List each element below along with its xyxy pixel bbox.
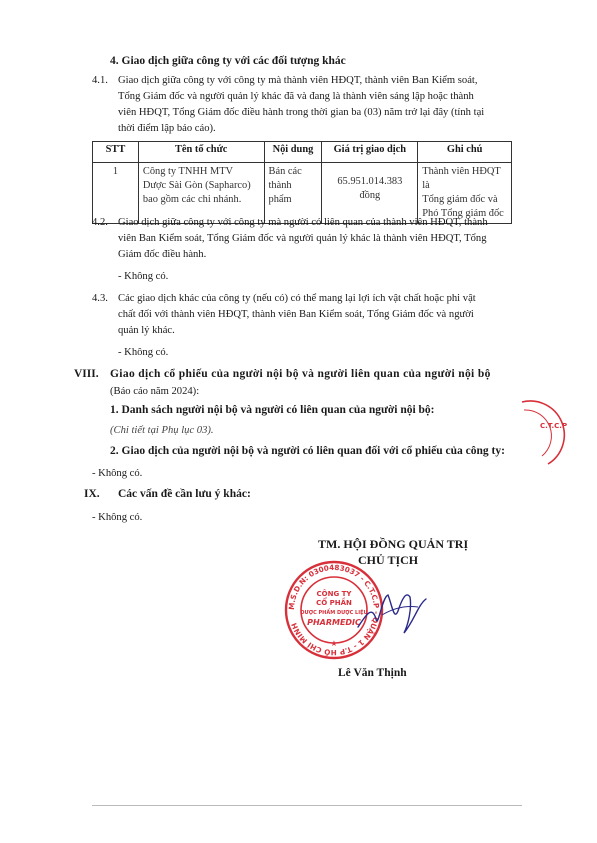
table-header-cell: Ghi chú — [418, 142, 512, 163]
section-8-item-1: 1. Danh sách người nội bộ và người có liên quan của người nội bộ: — [110, 404, 435, 416]
footer-divider — [92, 805, 522, 806]
item-4-2-number: 4.2. — [92, 217, 108, 228]
item-4-2-line: Giám đốc điều hành. — [118, 249, 207, 260]
item-4-2-line: viên Ban Kiểm soát, Tổng Giám đốc và người quản lý khác là thành viên HĐQT, Tổng — [118, 233, 487, 244]
section-8-subheading: (Báo cáo năm 2024): — [110, 386, 200, 397]
signature-title: TM. HỘI ĐỒNG QUẢN TRỊ — [318, 537, 469, 551]
cell-line: Bán các — [268, 166, 302, 177]
signature-icon — [352, 575, 432, 645]
svg-text:★: ★ — [330, 639, 338, 648]
table-header-cell: Nội dung — [264, 142, 322, 163]
section-8-item-2-bullet: - Không có. — [92, 468, 143, 479]
table-header-row — [93, 142, 512, 163]
section-8-item-2: 2. Giao dịch của người nội bộ và người có liên quan đối với cổ phiếu của công ty: — [110, 445, 505, 457]
cell-line: 65.951.014.383 — [337, 176, 403, 187]
svg-text:M.S.D.N: 0300483037 - C.T.C.P: M.S.D.N: 0300483037 - C.T.C.P - QUẬN 1 - T.P HỒ CHÍ MINH — [286, 562, 382, 658]
cell-line: Công ty TNHH MTV — [142, 166, 234, 177]
section-8-item-1-note: (Chi tiết tại Phụ lục 03). — [110, 425, 214, 436]
item-4-3-line: Các giao dịch khác của công ty (nếu có) có thể mang lại lợi ích vật chất hoặc phi vật — [118, 293, 476, 304]
svg-text:PHARMEDIC: PHARMEDIC — [307, 618, 361, 627]
section-8-number: VIII. — [74, 368, 99, 380]
section-9-number: IX. — [84, 488, 100, 500]
partial-stamp-icon — [518, 398, 568, 470]
section-8-heading: Giao dịch cổ phiếu của người nội bộ và người liên quan của người nội bộ — [110, 368, 491, 380]
section-4-heading: 4. Giao dịch giữa công ty với các đối tượng khác — [110, 55, 346, 67]
svg-text:CÔNG TY: CÔNG TY — [316, 590, 352, 598]
table-header-cell: STT — [93, 142, 139, 163]
item-4-3-number: 4.3. — [92, 293, 108, 304]
item-4-1-line: Tổng Giám đốc và người quản lý khác đã và đang là thành viên sáng lập hoặc thành — [118, 91, 474, 102]
svg-text:CỔ PHẦN: CỔ PHẦN — [316, 599, 352, 607]
item-4-1-line: thời điểm lập báo cáo). — [118, 123, 216, 134]
item-4-2-bullet: - Không có. — [118, 271, 169, 282]
table-header-cell: Giá trị giao dịch — [322, 142, 418, 163]
signature-role: CHỦ TỊCH — [358, 553, 419, 567]
table-header-cell: Tên tổ chức — [138, 142, 264, 163]
transaction-table — [92, 141, 512, 224]
cell-line: thành — [268, 180, 292, 191]
svg-text:C.T.C.P: C.T.C.P — [540, 422, 568, 430]
cell-line: Phó Tổng giám đốc — [422, 208, 504, 219]
item-4-2-line: Giao dịch giữa công ty với công ty mà người có liên quan của thành viên HĐQT, thành — [118, 217, 488, 228]
cell-line: phẩm — [268, 194, 292, 205]
item-4-3-bullet: - Không có. — [118, 347, 169, 358]
item-4-3-line: chất đối với thành viên HĐQT, thành viên Ban Kiểm soát, Tổng Giám đốc và người — [118, 309, 474, 320]
cell-line: Dược Sài Gòn (Sapharco) — [142, 180, 251, 191]
cell-line: đồng — [359, 190, 381, 201]
svg-text:DƯỢC PHẨM DƯỢC LIỆU: DƯỢC PHẨM DƯỢC LIỆU — [300, 610, 368, 616]
item-4-1-line: Giao dịch giữa công ty với công ty mà thành viên HĐQT, thành viên Ban Kiểm soát, — [118, 75, 478, 86]
cell-line: Thành viên HĐQT là — [422, 166, 501, 191]
signer-name: Lê Văn Thịnh — [338, 667, 407, 679]
section-9-bullet: - Không có. — [92, 512, 143, 523]
cell-line: bao gồm các chi nhánh. — [142, 194, 242, 205]
item-4-1-number: 4.1. — [92, 75, 108, 86]
item-4-1-line: viên HĐQT, Tổng Giám đốc điều hành trong thời gian ba (03) năm trở lại đây (tính tại — [118, 107, 485, 118]
cell-line: Tổng giám đốc và — [422, 194, 498, 205]
table-cell-stt: 1 — [93, 163, 139, 224]
section-9-heading: Các vấn đề cần lưu ý khác: — [118, 488, 251, 500]
item-4-3-line: quản lý khác. — [118, 325, 175, 336]
